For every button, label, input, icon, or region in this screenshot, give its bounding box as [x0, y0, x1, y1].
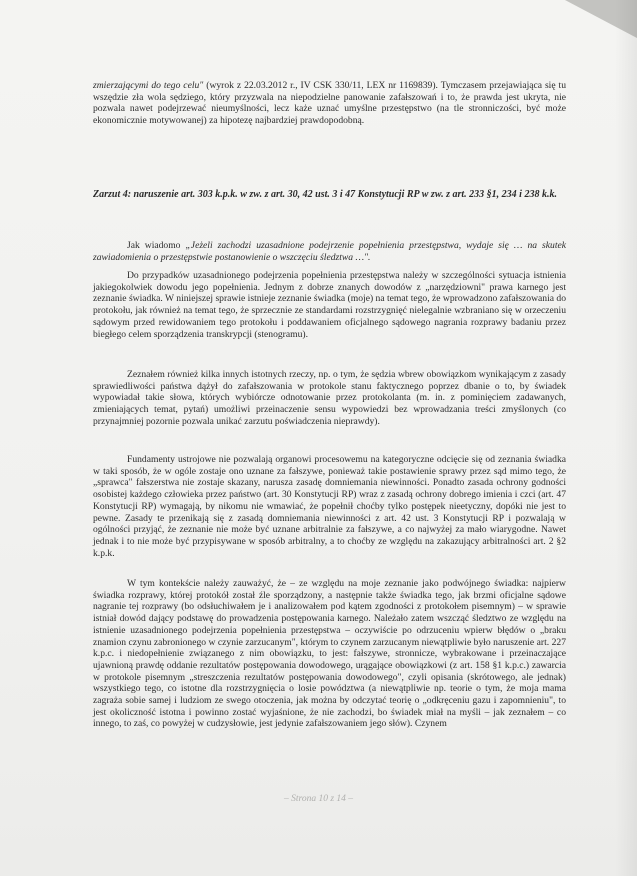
- paragraph-2: [93, 270, 566, 340]
- page-edge-shadow: [615, 0, 637, 876]
- paragraph-1: [93, 240, 566, 263]
- top-paragraph: [93, 80, 566, 127]
- section-heading: Zarzut 4: naruszenie art. 303 k.p.k. w zw. z art. 30, 42 ust. 3 i 47 Konstytucji RP w zw. z art. 233 §1, 234 i 238 k.k.: [93, 189, 557, 200]
- paragraph-4: [93, 454, 566, 559]
- quote-rest: (wyrok z 22.03.2012 r., IV CSK 330/11, LEX nr 1169839). Tymczasem przejawiająca się tu wszędzie zła wola sędziego, który przyzwala na niepodzielne panowanie zafałszowań i to, że prawda jest ukryta, nie pozwala nawet podejrzewać nieumyślności, lecz każe uznać umyślne przestępstwo (na tle stronniczości, być może ekonomicznie motywowanej) za hipotezę najbardziej prawdopodobną.: [93, 80, 566, 127]
- paragraph-4-text: Fundamenty ustrojowe nie pozwalają organowi procesowemu na kategoryczne odcięcie się od zeznania świadka w taki sposób, że w ogóle zostaje ono uznane za fałszywe, ponieważ takie postawienie sprawy przez sąd mimo tego, że „sprawca" fałszerstwa nie zostaje skazany, narusza zasadę domniemania niewinności. Ponadto zasada ochrony godności osobistej każdego człowieka przez państwo (art. 30 Konstytucji RP) wraz z zasadą ochrony dobrego imienia i czci (art. 47 Konstytucji RP) wymagają, by nikomu nie wmawiać, że popełnił choćby tylko postępek nieetyczny, dopóki nie jest to pewne. Zasady te przenikają się z zasadą domniemania niewinności z art. 42 ust. 3 Konstytucji RP i pozwalają w ogólności przyjąć, że zeznanie nie może być uznane arbitralnie za fałszywe, a co najwyżej za mało wiarygodne. Nawet jednak i to nie może być przypisywane w sposób arbitralny, a to choćby ze względu na zakazujący arbitralności art. 2 §2 k.p.k.: [93, 454, 566, 559]
- paragraph-3: [93, 369, 566, 428]
- paragraph-2-text: Do przypadków uzasadnionego podejrzenia popełnienia przestępstwa należy w szczególności sytuacja istnienia jakiegokolwiek dowodu jego popełnienia. Jednym z dobrze znanych dowodów z „narzędziowni" prawa karnego jest zeznanie świadka. W niniejszej sprawie istnieje zeznanie świadka (moje) na temat tego, że wprowadzono zafałszowania do protokołu, jak również na temat tego, że sprzecznie ze standardami rozstrzygnięć nielegalnie wzbraniano się w orzeczeniu sądowym przed rewidowaniem tego protokołu i poddawaniem oficjalnego sądowego nagrania rozprawy badaniu przez biegłego celem sporządzenia transkrypcji (stenogramu).: [93, 270, 567, 340]
- paragraph-5: [93, 578, 566, 730]
- paragraph-1-lead: Jak wiadomo: [127, 240, 186, 251]
- paragraph-3-text: Zeznałem również kilka innych istotnych rzeczy, np. o tym, że sędzia wbrew obowiązkom wynikającym z zasady sprawiedliwości państwa dążył do zafałszowania w protokole stanu faktycznego poprzez dbanie o to, by świadek wypowiadał takie słowa, których wybiórcze odnotowanie przez protokolanta (m. in. z pominięciem zadawanych, zmieniających temat, pytań) umożliwi przeinaczenie sensu wypowiedzi bez wprowadzania treści zmyślonych (co przynajmniej pozornie pozwala unikać zarzutu poświadczenia nieprawdy).: [93, 369, 566, 427]
- paragraph-1-quote: „Jeżeli zachodzi uzasadnione podejrzenie popełnienia przestępstwa, wydaje się … na skutek zawiadomienia o przestępstwie postanowienie o wszczęciu śledztwa …".: [93, 240, 566, 263]
- page-number-footer: – Strona 10 z 14 –: [283, 794, 354, 804]
- paragraph-5-text: W tym kontekście należy zauważyć, że – ze względu na moje zeznanie jako podwójnego świadka: najpierw świadka rozprawy, której protokół został źle sporządzony, a następnie także świadka tego, jak brzmi oficjalne sądowe nagranie tej rozprawy (bo odsłuchiwałem je i analizowałem pod kątem zgodności z protokołem pisemnym) – w sprawie istniał dowód dający podstawę do prowadzenia postępowania karnego. Należało zatem wszcząć śledztwo ze względu na istnienie uzasadnionego podejrzenia popełnienia przestępstwa – oczywiście po odrzuceniu wpierw błędów o „braku znamion czynu zabronionego w czynie zarzucanym", którym to czynem zarzucanym niewątpliwie było naruszenie art. 227 k.p.c. i niedopełnienie związanego z nim obowiązku, to jest: fałszywe, stronnicze, wybrakowane i przeinaczające ujawnioną prawdę oddanie rezultatów postępowania dowodowego, urągające obowiązkowi (z art. 158 §1 k.p.c.) zawarcia w protokole pisemnym „streszczenia rezultatów postępowania dowodowego", czyli opisania (skrótowego, ale jednak) wszystkiego tego, co istotne dla rozstrzygnięcia o losie powództwa (a niewątpliwie np. teorie o tym, że moja mama zagraża sobie samej i ludziom ze swego otoczenia, jak można by odczytać teorię o „odkręceniu gazu i zapomnieniu", to jest okoliczność istotna i powinno zostać wyjaśnione, że nie zachodzi, bo świadek miał na myśli – jak zeznałem – co innego, to zaś, co powyżej w cudzysłowie, jest jedynie zafałszowaniem jego słów). Czynem: [93, 578, 566, 730]
- quote-italic: zmierzającymi do tego celu": [93, 80, 204, 91]
